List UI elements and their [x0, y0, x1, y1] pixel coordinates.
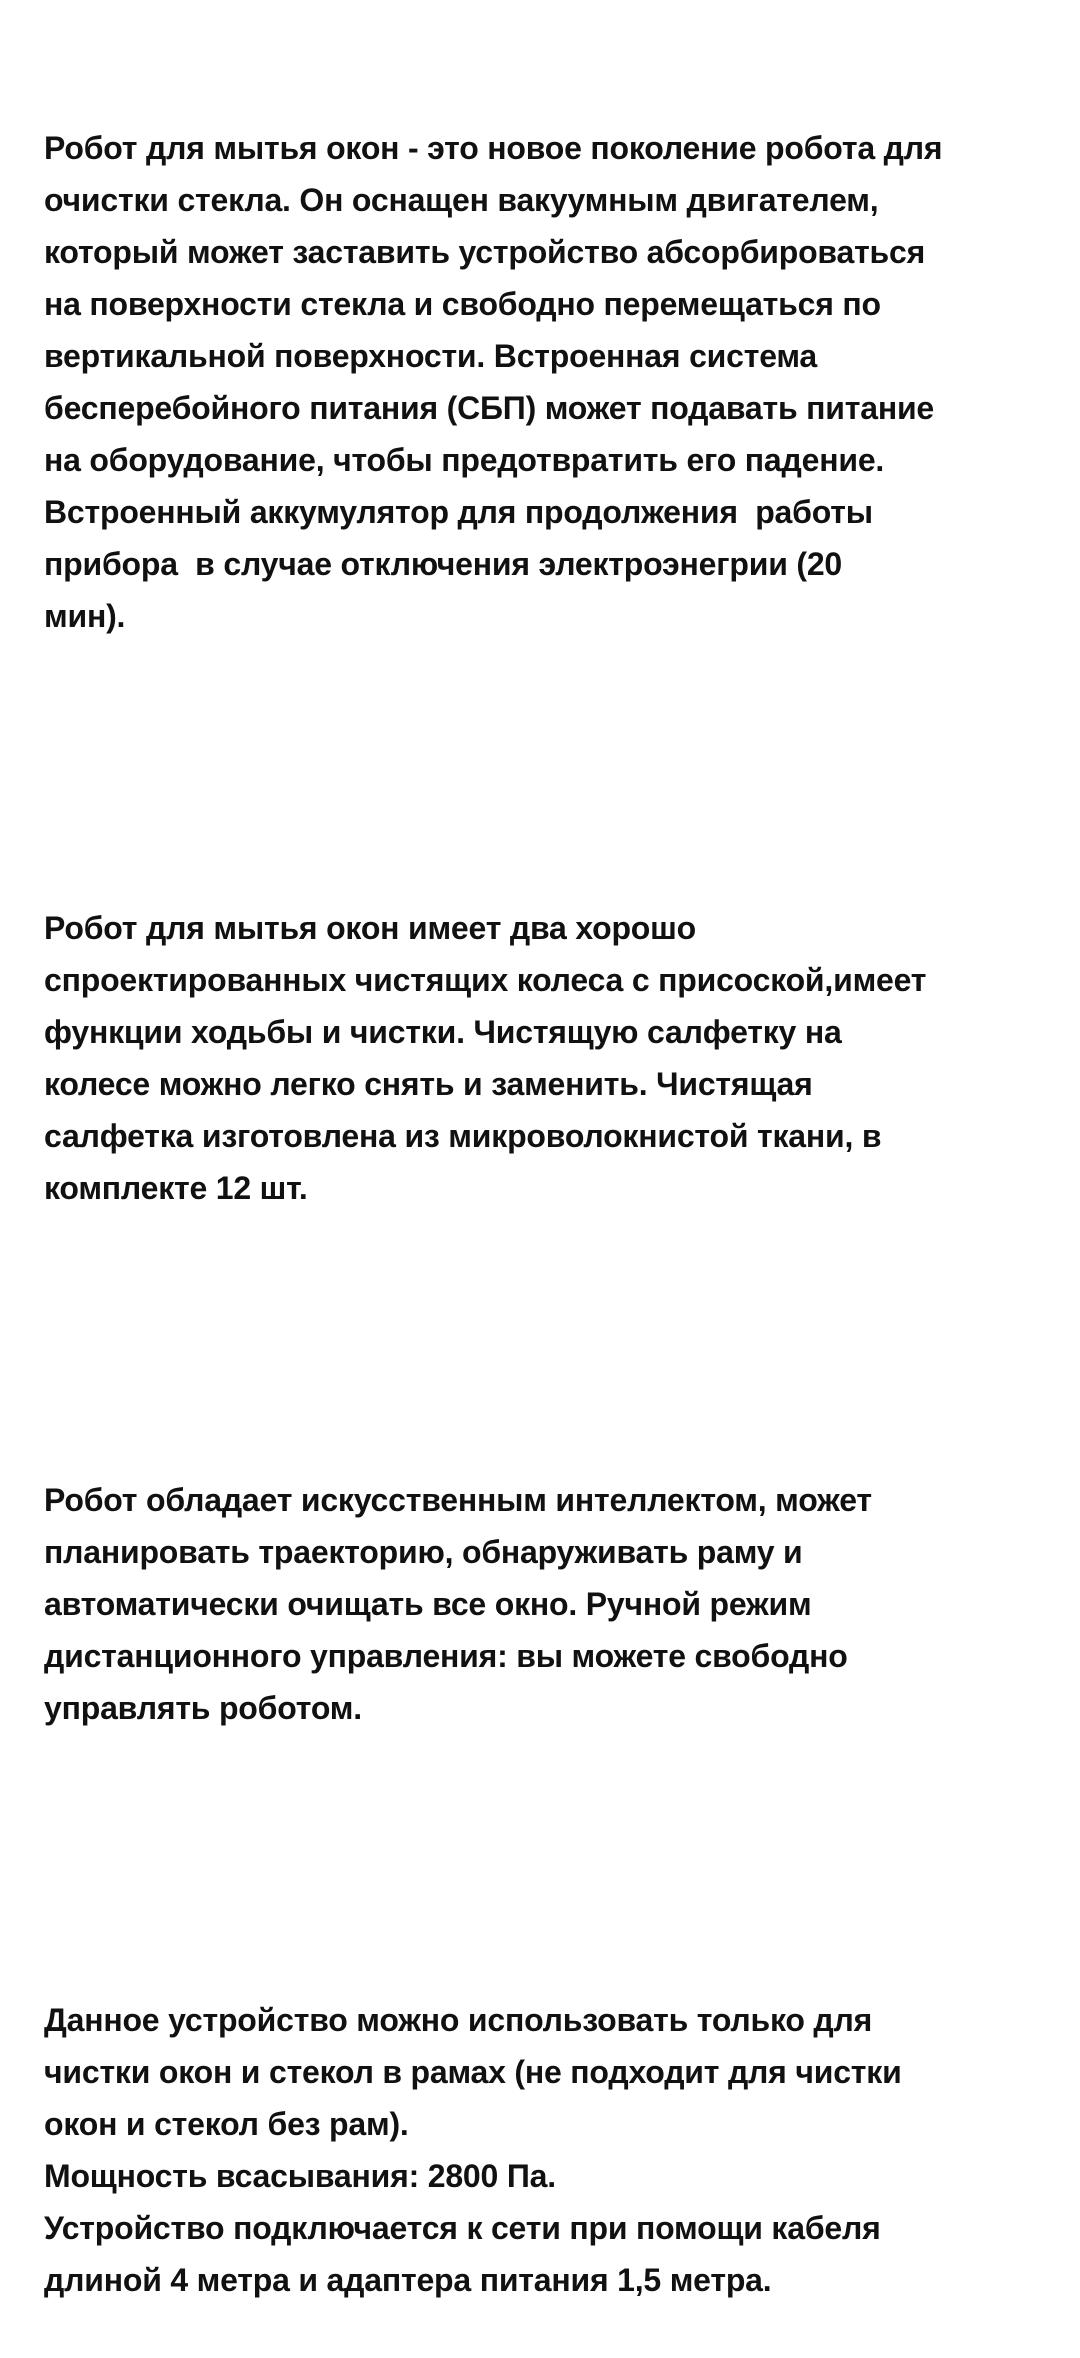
paragraph-spacer — [44, 746, 1040, 798]
paragraph-spacer — [44, 1318, 1040, 1370]
paragraph-ai-navigation: Робот обладает искусственным интеллектом, может планировать траекторию, обнаруживать раму и автоматически очищать все окно. Ручной режим дистанционного управления: вы можете свободно управлять роботом. — [44, 1482, 872, 1726]
paragraph-vacuum-motor: Робот для мытья окон - это новое поколение робота для очистки стекла. Он оснащен вакуумным двигателем, который может заставить устройство абсорбироваться на поверхности стекла и свободно перемещаться по вертикальной поверхности. Встроенная система бесперебойного питания (СБП) может подавать питание на оборудование, чтобы предотвратить его падение. Встроенный аккумулятор для продолжения работы прибора в случае отключения электроэнегрии (20 мин). — [44, 130, 943, 634]
paragraph-spacer — [44, 1838, 1040, 1890]
paragraph-cleaning-wheels: Робот для мытья окон имеет два хорошо спроектированных чистящих колеса с присоской,имеет функции ходьбы и чистки. Чистящую салфетку на колесе можно легко снять и заменить. Чистящая салфетка изготовлена из микроволокнистой ткани, в комплекте 12 шт. — [44, 910, 927, 1206]
paragraph-usage-specs: Данное устройство можно использовать только для чистки окон и стекол в рамах (не подходит для чистки окон и стекол без рам). Мощность всасывания: 2800 Па. Устройство подключается к сети при помощи кабеля длиной 4 метра и адаптера питания 1,5 метра. — [44, 2002, 902, 2298]
